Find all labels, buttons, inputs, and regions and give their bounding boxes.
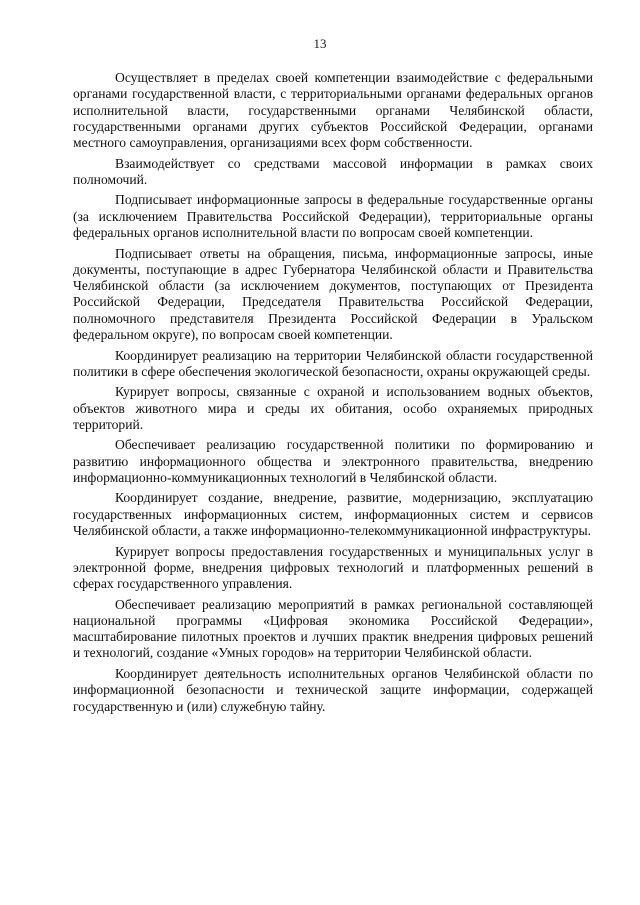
document-body [73, 70, 593, 719]
paragraph-digital-economy: Обеспечивает реализацию мероприятий в рамках региональной составляющей национальной программы «Цифровая экономика Российской Федерации», масштабирование пилотных проектов и лучших практик внедрения цифровых решений и технологий, создание «Умных городов» на территории Челябинской области. [73, 596, 593, 661]
page-number: 13 [313, 36, 327, 51]
paragraph-cooperation: Осуществляет в пределах своей компетенции взаимодействие с федеральными органами государственной власти, с территориальными органами федеральных органов исполнительной власти, государственными органами Челябинской области, государственными органами других субъектов Российской Федерации, органами местного самоуправления, организациями всех форм собственности. [73, 70, 593, 151]
paragraph-media: Взаимодействует со средствами массовой информации в рамках своих полномочий. [73, 155, 593, 187]
paragraph-water-objects: Курирует вопросы, связанные с охраной и использованием водных объектов, объектов животного мира и среды их обитания, особо охраняемых природных территорий. [73, 384, 593, 432]
paragraph-ecology: Координирует реализацию на территории Челябинской области государственной политики в сфере обеспечения экологической безопасности, охраны окружающей среды. [73, 347, 593, 379]
paragraph-e-services: Курирует вопросы предоставления государственных и муниципальных услуг в электронной форме, внедрения цифровых технологий и платформенных решений в сферах государственного управления. [73, 543, 593, 592]
paragraph-info-society: Обеспечивает реализацию государственной политики по формированию и развитию информационного общества и электронного правительства, внедрению информационно-коммуникационных технологий в Челябинской области. [73, 437, 593, 485]
paragraph-info-security: Координирует деятельность исполнительных органов Челябинской области по информационной безопасности и технической защите информации, содержащей государственную и (или) служебную тайну. [73, 665, 593, 714]
paragraph-signs-answers: Подписывает ответы на обращения, письма, информационные запросы, иные документы, поступающие в адрес Губернатора Челябинской области и Правительства Челябинской области (за исключением документов, поступающих от Президента Российской Федерации, Председателя Правительства Российской Федерации, полномочного представителя Президента Российской Федерации в Уральском федеральном округе), по вопросам своей компетенции. [73, 245, 593, 343]
paragraph-info-requests: Подписывает информационные запросы в федеральные государственные органы (за исключением Правительства Российской Федерации), территориальные органы федеральных органов исполнительной власти по вопросам своей компетенции. [73, 192, 593, 241]
paragraph-info-systems: Координирует создание, внедрение, развитие, модернизацию, эксплуатацию государственных информационных систем, информационных систем и сервисов Челябинской области, а также информационно-телекоммуникационной инфраструктуры. [73, 490, 593, 539]
